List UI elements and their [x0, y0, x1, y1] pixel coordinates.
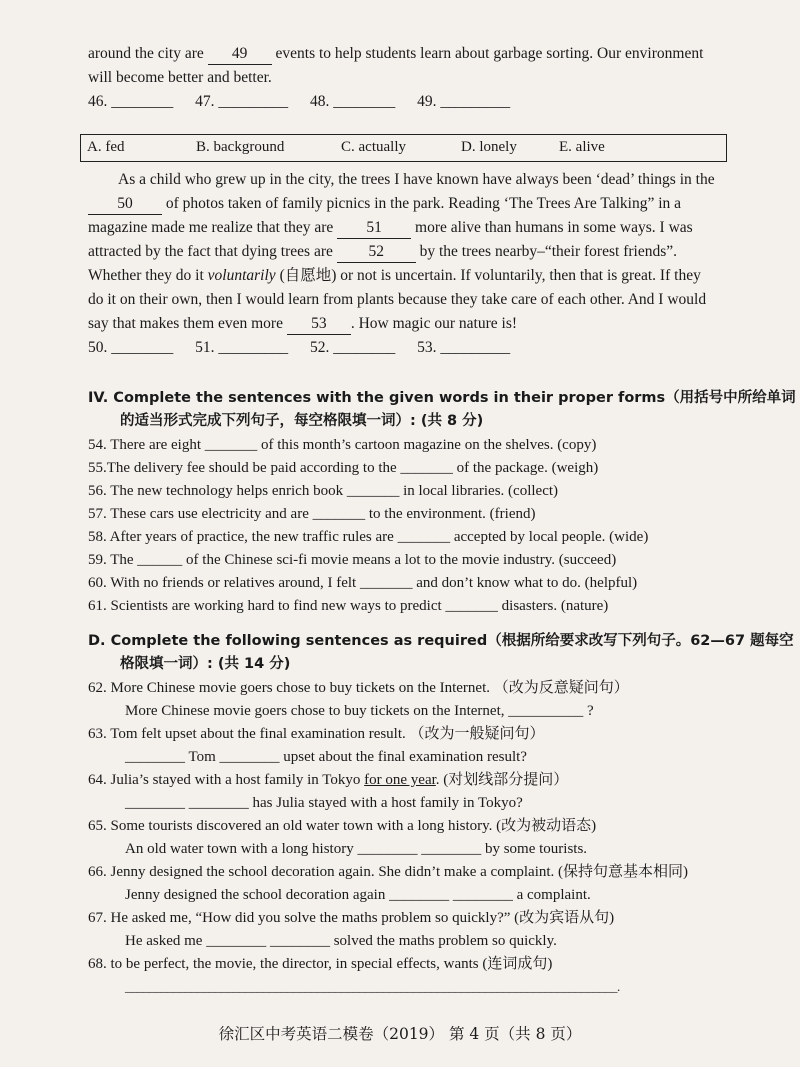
- text: of photos taken of family picnics in the park. Reading ‘The Trees Are Talking” in a: [165, 195, 682, 212]
- option-a: A. fed: [87, 139, 125, 155]
- question-56: 56. The new technology helps enrich book _______ in local libraries. (collect): [88, 483, 559, 499]
- question-62: 62. More Chinese movie goers chose to buy tickets on the Internet. （改为反意疑问句）: [88, 680, 629, 696]
- text: 64. Julia’s stayed with a host family in Tokyo: [88, 772, 361, 788]
- blank-46: 46. ________: [88, 93, 174, 110]
- question-68-answer-line: __________________________________________________________________________________.: [125, 979, 620, 994]
- question-64: [88, 770, 568, 790]
- blank-51: 51. _________: [195, 339, 289, 356]
- blank-52: 52. ________: [310, 339, 396, 356]
- question-61: 61. Scientists are working hard to find new ways to predict _______ disasters. (nature): [88, 598, 609, 614]
- blank-53: 53. _________: [417, 339, 511, 356]
- section-iv-heading-cont: 的适当形式完成下列句子，每空格限填一词）: (共 8 分): [120, 413, 484, 429]
- answer-53: 53: [287, 314, 351, 335]
- answer-blanks-46-49: [88, 92, 528, 112]
- answer-52: 52: [337, 242, 416, 263]
- section-iv-heading: IV. Complete the sentences with the given words in their proper forms（用括号中所给单词: [88, 390, 796, 406]
- text: more alive than humans in some ways. I was: [415, 219, 693, 236]
- blank-47: 47. _________: [195, 93, 289, 110]
- passage-line: do it on their own, then I would learn from plants because they take care of each other. And I would: [88, 291, 707, 308]
- italic-word: voluntarily: [207, 267, 276, 284]
- question-63-answer-line: ________ Tom ________ upset about the final examination result?: [125, 749, 527, 765]
- text: magazine made me realize that they are: [88, 219, 334, 236]
- question-62-answer-line: More Chinese movie goers chose to buy tickets on the Internet, __________ ?: [125, 703, 594, 719]
- blank-49: 49. _________: [417, 93, 511, 110]
- question-60: 60. With no friends or relatives around, I felt _______ and don’t know what to do. (helpful): [88, 575, 638, 591]
- answer-50: 50: [88, 194, 162, 215]
- text: . How magic our nature is!: [350, 315, 518, 332]
- question-63: 63. Tom felt upset about the final examination result. （改为一般疑问句）: [88, 726, 545, 742]
- text: (自愿地) or not is uncertain. If voluntarily, then that is great. If they: [279, 267, 701, 284]
- option-d: D. lonely: [461, 139, 517, 155]
- question-57: 57. These cars use electricity and are _______ to the environment. (friend): [88, 506, 536, 522]
- question-54: 54. There are eight _______ of this month’s cartoon magazine on the shelves. (copy): [88, 437, 597, 453]
- question-66-answer-line: Jenny designed the school decoration again ________ ________ a complaint.: [125, 887, 591, 903]
- passage-line: As a child who grew up in the city, the trees I have known have always been ‘dead’ things in the: [118, 171, 715, 188]
- word-options-box: [80, 134, 727, 162]
- passage-line: will become better and better.: [88, 69, 272, 86]
- answer-49: 49: [208, 44, 272, 65]
- question-67-answer-line: He asked me ________ ________ solved the maths problem so quickly.: [125, 933, 557, 949]
- option-e: E. alive: [559, 139, 605, 155]
- question-55: 55.The delivery fee should be paid according to the _______ of the package. (weigh): [88, 460, 599, 476]
- section-d-heading-cont: 格限填一词）: (共 14 分): [120, 656, 291, 672]
- question-65-answer-line: An old water town with a long history ________ ________ by some tourists.: [125, 841, 588, 857]
- passage-line: [88, 314, 517, 335]
- section-d-heading: D. Complete the following sentences as required（根据所给要求改写下列句子。62—67 题每空: [88, 633, 794, 649]
- question-64-answer-line: ________ ________ has Julia stayed with a host family in Tokyo?: [125, 795, 523, 811]
- passage-line: [88, 242, 677, 263]
- question-59: 59. The ______ of the Chinese sci-fi movie means a lot to the movie industry. (succeed): [88, 552, 617, 568]
- text: Whether they do it: [88, 267, 204, 284]
- passage-line: [88, 266, 701, 286]
- text: by the trees nearby–“their forest friends”.: [419, 243, 677, 260]
- answer-blanks-50-53: [88, 338, 528, 358]
- question-66: 66. Jenny designed the school decoration again. She didn’t make a complaint. (保持句意基本相同): [88, 864, 689, 880]
- option-c: C. actually: [341, 139, 406, 155]
- passage-line: [88, 218, 693, 239]
- question-58: 58. After years of practice, the new traffic rules are _______ accepted by local people. (wide): [88, 529, 649, 545]
- page-footer: 徐汇区中考英语二模卷（2019） 第 4 页（共 8 页）: [218, 1025, 582, 1043]
- option-b: B. background: [196, 139, 285, 155]
- underlined-phrase: for one year: [364, 772, 436, 788]
- text: say that makes them even more: [88, 315, 283, 332]
- question-65: 65. Some tourists discovered an old water town with a long history. (改为被动语态): [88, 818, 597, 834]
- question-67: 67. He asked me, “How did you solve the maths problem so quickly?” (改为宾语从句): [88, 910, 615, 926]
- text: attracted by the fact that dying trees are: [88, 243, 333, 260]
- blank-50: 50. ________: [88, 339, 174, 356]
- text: . (对划线部分提问）: [435, 772, 569, 788]
- passage-line: [88, 194, 681, 215]
- blank-48: 48. ________: [310, 93, 396, 110]
- text: events to help students learn about garbage sorting. Our environment: [275, 45, 704, 62]
- answer-51: 51: [337, 218, 411, 239]
- question-68: 68. to be perfect, the movie, the director, in special effects, wants (连词成句): [88, 956, 553, 972]
- text: around the city are: [88, 45, 204, 62]
- passage-line: [88, 44, 703, 65]
